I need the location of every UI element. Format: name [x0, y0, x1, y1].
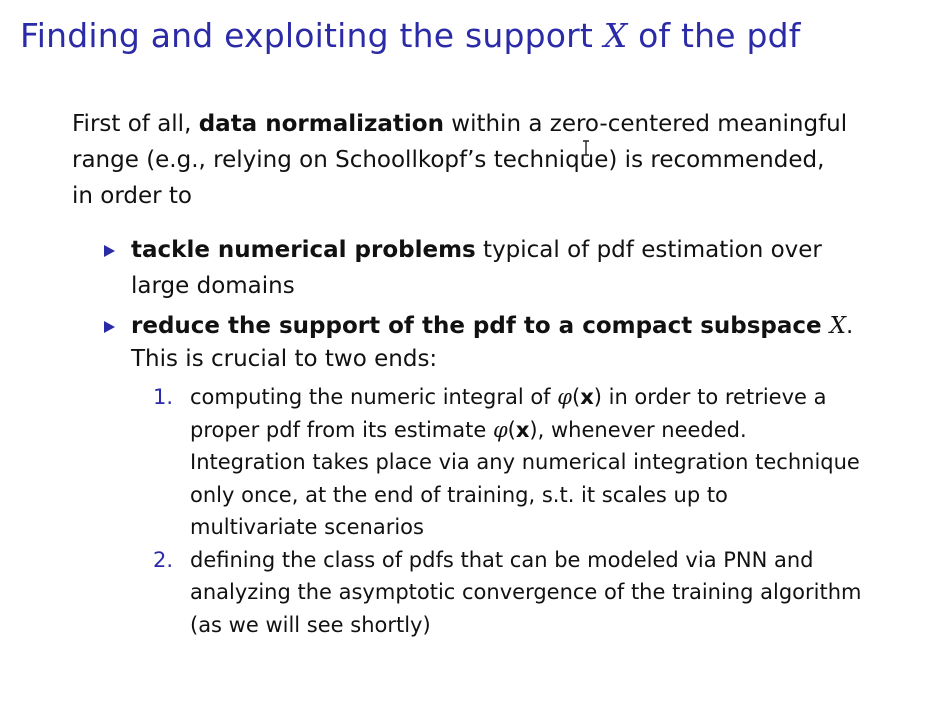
vector-x: x	[580, 385, 594, 409]
title-variable-x: X	[603, 16, 628, 55]
text-cursor-icon	[582, 140, 590, 156]
phi-symbol: φ	[492, 417, 508, 442]
intro-line-3: in order to	[72, 183, 193, 209]
phi-symbol: φ	[557, 385, 572, 409]
intro-line-1: First of all, data normalization within a zero-centered meaningful	[72, 111, 848, 137]
item-number: 1.	[153, 385, 174, 409]
triangle-right-icon	[104, 245, 115, 257]
bullet-item: reduce the support of the pdf to a compact subspace X. This is crucial to two ends:	[100, 308, 920, 374]
bullet-bold-text: reduce the support of the pdf to a compact subspace	[131, 313, 830, 339]
triangle-right-icon	[104, 321, 115, 333]
slide-title: Finding and exploiting the support X of the pdf	[20, 16, 801, 55]
bullet-list	[100, 232, 920, 374]
numbered-item: 2. defining the class of pdfs that can be modeled via PNN and analyzing the asymptotic convergence of the training algorithm (as we will see shortly)	[153, 544, 933, 642]
intro-bold-term: data normalization	[198, 111, 444, 137]
intro-line-2: range (e.g., relying on Schoollkopf’s technique) is recommended,	[72, 147, 825, 173]
item-number: 2.	[153, 547, 174, 572]
numbered-item: 1. computing the numeric integral of φ(x) in order to retrieve a proper pdf from its estimate φ(x), whenever needed. Integration takes place via any numerical integration technique only once, at the end of training, s.t. it scales up to multivariate scenarios	[153, 381, 933, 544]
vector-x: x	[515, 417, 530, 442]
subspace-variable-x: X	[829, 313, 847, 339]
intro-paragraph	[72, 106, 912, 214]
bullet-item: tackle numerical problems typical of pdf estimation over large domains	[100, 232, 920, 304]
bullet-bold-text: tackle numerical problems	[131, 237, 476, 263]
numbered-list	[153, 381, 933, 641]
